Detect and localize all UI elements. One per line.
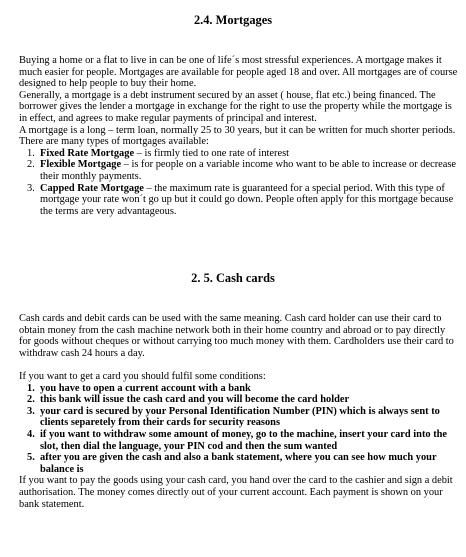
mortgage-type-description: – is for people on a variable income who want to be able to increase or decrease their monthly payments. (40, 159, 457, 182)
cash-cards-payment-paragraph: If you want to pay the goods using your cash card, you hand over the card to the cashier and sign a debit authorisation. The money comes directly out of your current account. Each payment is shown on your bank statement. (19, 475, 453, 510)
mortgages-term-paragraph: A mortgage is a long – term loan, normally 25 to 30 years, but it can be written for much shorter periods. (19, 124, 456, 136)
list-item (19, 383, 459, 395)
list-item-number: 2. (27, 394, 35, 406)
list-item-number: 3. (27, 405, 35, 417)
mortgages-definition-paragraph: Generally, a mortgage is a debt instrument secured by an asset ( house, flat etc.) being financed. The borrower gives the lender a mortgage in exchange for the right to use the property while the mortgage is in effect, and agrees to make regular payments of principal and interest. (19, 89, 452, 124)
card-conditions-list (19, 383, 459, 476)
list-item-number: 1. (27, 382, 35, 394)
list-item (19, 183, 459, 218)
condition-text: your card is secured by your Personal Identification Number (PIN) which is always sent to clients separetely from their cards for security reasons (40, 405, 440, 429)
mortgage-type-term: Flexible Mortgage (40, 159, 122, 171)
cash-cards-intro-paragraph: Cash cards and debit cards can be used with the same meaning. Cash card holder can use their card to obtain money from the cash machine network both in their home country and abroad or to pay directly for goods without cheques or without carrying too much money with them. Cardholders use their card to withdraw cash 24 hours a day. (19, 313, 454, 359)
list-item (19, 452, 459, 475)
mortgage-type-term: Fixed Rate Mortgage (40, 147, 135, 159)
list-item-number: 4. (27, 428, 35, 440)
mortgage-type-term: Capped Rate Mortgage (40, 182, 144, 194)
cash-cards-conditions-intro: If you want to get a card you should fulfil some conditions: (19, 370, 266, 382)
section-heading-mortgages: 2.4. Mortgages (193, 13, 273, 27)
list-item (19, 159, 459, 182)
condition-text: this bank will issue the cash card and you will become the card holder (40, 394, 350, 406)
mortgages-types-intro: There are many types of mortgages available: (19, 136, 209, 148)
list-item-number: 2. (27, 159, 35, 171)
section-heading-cash-cards: 2. 5. Cash cards (191, 271, 275, 285)
mortgages-section-body (19, 55, 459, 217)
list-item (19, 148, 459, 160)
list-item (19, 394, 459, 406)
condition-text: you have to open a current account with a bank (40, 382, 251, 394)
mortgage-type-description: – the maximum rate is guaranteed for a special period. With this type of mortgage your rate won´t go up but it could go down. People often apply for this mortgage because the terms are very advantageous. (40, 182, 454, 217)
cash-cards-section-body (19, 313, 459, 510)
condition-text: after you are given the cash and also a bank statement, where you can see how much your balance is (40, 452, 437, 475)
mortgage-type-description: – is firmly tied to one rate of interest (134, 147, 290, 159)
mortgage-types-list (19, 148, 459, 218)
condition-text: if you want to withdraw some amount of money, go to the machine, insert your card into the slot, then dial the language, your PIN cod and then the sum wanted (40, 428, 448, 452)
list-item (19, 429, 459, 452)
list-item-number: 1. (27, 147, 35, 159)
list-item-number: 5. (27, 452, 35, 464)
mortgages-intro-paragraph: Buying a home or a flat to live in can be one of life´s most stressful experiences. A mortgage makes it much easier for people. Mortgages are available for people aged 18 and over. All mortgages are of course designed to help people to buy their home. (19, 55, 458, 90)
list-item-number: 3. (27, 182, 35, 194)
list-item (19, 406, 459, 429)
